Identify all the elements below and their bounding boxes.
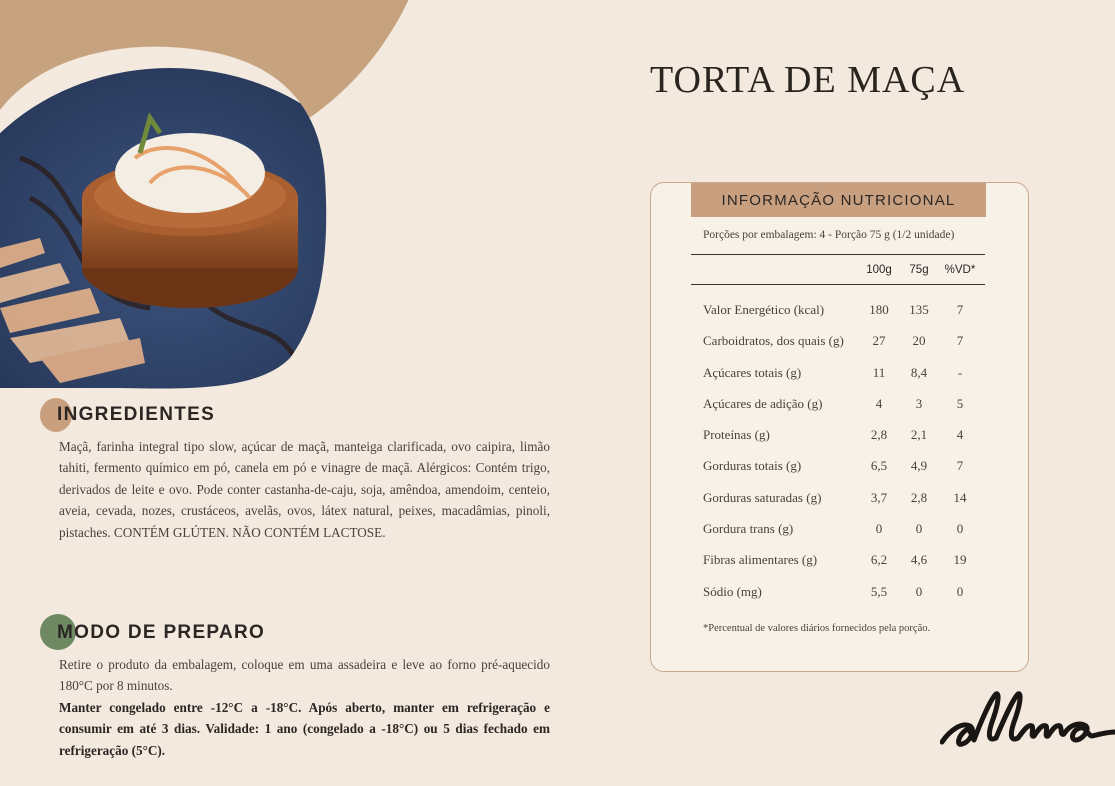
row-value-100g: 4 <box>875 395 883 411</box>
row-value-vd: 4 <box>956 427 964 443</box>
table-row <box>651 544 1030 575</box>
row-value-vd: - <box>957 364 963 380</box>
row-label: Açúcares totais (g) <box>703 364 802 380</box>
row-value-75g: 0 <box>915 521 923 537</box>
row-label: Proteínas (g) <box>703 427 770 443</box>
table-row <box>651 513 1030 544</box>
row-value-75g: 135 <box>909 302 929 317</box>
row-value-75g: 0 <box>915 583 923 599</box>
table-row <box>651 388 1030 419</box>
row-label: Carboidratos, dos quais (g) <box>703 333 844 349</box>
allma-logo <box>940 680 1115 760</box>
portions-text: Porções por embalagem: 4 - Porção 75 g (1/2 unidade) <box>703 229 955 241</box>
row-value-75g: 4,9 <box>910 458 928 474</box>
row-label: Gorduras totais (g) <box>703 458 802 474</box>
row-label: Valor Energético (kcal) <box>703 302 825 317</box>
row-value-75g: 4,6 <box>910 552 928 568</box>
page-title: TORTA DE MAÇA <box>650 59 966 101</box>
row-value-vd: 14 <box>953 489 967 505</box>
row-label: Açúcares de adição (g) <box>703 395 823 411</box>
row-value-vd: 0 <box>956 521 964 537</box>
row-value-vd: 0 <box>956 583 964 599</box>
table-row <box>651 450 1030 481</box>
row-label: Gordura trans (g) <box>703 521 794 537</box>
row-value-75g: 20 <box>912 333 926 349</box>
row-value-100g: 3,7 <box>870 489 888 505</box>
table-row <box>651 325 1030 356</box>
product-photo <box>0 38 330 393</box>
preparation-block <box>59 654 550 761</box>
nutrition-card <box>650 182 1029 672</box>
row-value-75g: 2,1 <box>910 427 928 443</box>
row-value-100g: 5,5 <box>870 583 888 599</box>
storage-text: Manter congelado entre -12°C a -18°C. Após aberto, manter em refrigeração e consumir em até 3 dias. Validade: 1 ano (congelado a -18°C) ou 5 dias fechado em refrigeração (5°C). <box>59 699 550 758</box>
row-label: Fibras alimentares (g) <box>703 552 818 568</box>
row-value-75g: 8,4 <box>910 364 928 380</box>
row-value-100g: 180 <box>869 302 889 317</box>
row-value-vd: 7 <box>956 302 964 317</box>
ingredients-heading: INGREDIENTES <box>57 404 216 425</box>
col-header-vd: %VD* <box>944 264 976 276</box>
row-value-100g: 11 <box>872 364 886 380</box>
row-value-100g: 6,5 <box>870 458 888 474</box>
divider <box>691 254 985 255</box>
row-label: Sódio (mg) <box>703 583 762 599</box>
table-row <box>651 294 1030 325</box>
row-label: Gorduras saturadas (g) <box>703 489 822 505</box>
row-value-100g: 27 <box>872 333 886 349</box>
row-value-75g: 3 <box>915 395 923 411</box>
nutrition-heading: INFORMAÇÃO NUTRICIONAL <box>691 183 986 217</box>
preparation-text: Retire o produto da embalagem, coloque em uma assadeira e leve ao forno pré-aquecido 180°C por 8 minutos. <box>59 657 550 694</box>
table-row <box>651 357 1030 388</box>
row-value-vd: 7 <box>956 458 964 474</box>
preparation-heading: MODO DE PREPARO <box>57 622 266 643</box>
row-value-75g: 2,8 <box>910 489 928 505</box>
table-row <box>651 419 1030 450</box>
nutrition-footnote: *Percentual de valores diários fornecidos pela porção. <box>703 623 931 634</box>
row-value-vd: 19 <box>953 552 967 568</box>
col-header-75g: 75g <box>909 264 929 276</box>
row-value-vd: 5 <box>956 395 964 411</box>
col-header-100g: 100g <box>866 264 892 276</box>
row-value-100g: 6,2 <box>870 552 888 568</box>
table-row <box>651 576 1030 607</box>
table-row <box>651 482 1030 513</box>
row-value-100g: 0 <box>875 521 883 537</box>
row-value-100g: 2,8 <box>870 427 888 443</box>
row-value-vd: 7 <box>956 333 964 349</box>
ingredients-text: Maçã, farinha integral tipo slow, açúcar de maçã, manteiga clarificada, ovo caipira, limão tahiti, fermento químico em pó, canela em pó e vinagre de maçã. Alérgicos: Contém trigo, derivados de leite e ovo. Pode conter castanha-de-caju, soja, amêndoa, amendoim, centeio, aveia, cevada, nozes, crustáceos, avelãs, ovos, látex natural, peixes, macadâmias, pinoli, pistaches. CONTÉM GLÚTEN. NÃO CONTÉM LACTOSE. <box>59 439 550 540</box>
divider <box>691 284 985 285</box>
nutrition-rows <box>651 294 1030 607</box>
